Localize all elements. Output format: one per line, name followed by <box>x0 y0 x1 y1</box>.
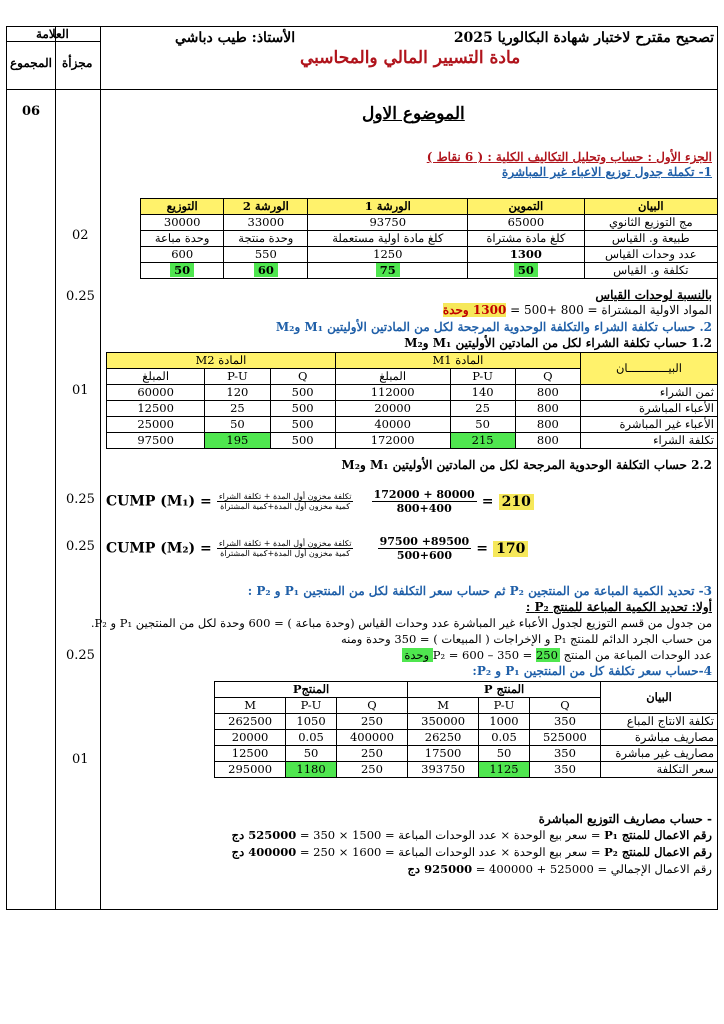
table-header-cell: Q <box>529 698 600 714</box>
table-header-cell: P-U <box>450 369 515 385</box>
table-cell: 500 <box>270 401 335 417</box>
table-cell: 50 <box>205 417 270 433</box>
table-cell: 65000 <box>468 215 584 231</box>
grade-label: العلامة <box>36 27 69 41</box>
table-cell: 50 <box>479 746 530 762</box>
q3-first: أولا: تحديد الكمية المباعة للمنتج P₂ : <box>525 600 712 614</box>
table-cell: 75 <box>376 263 400 277</box>
partial-mark: 02 <box>72 228 89 243</box>
table-cell: 97500 <box>107 433 205 449</box>
fraction-numerator: تكلفة مخزون أول المدة + تكلفة الشراء <box>218 539 352 548</box>
table-cell: 1000 <box>479 714 530 730</box>
partial-mark: 0.25 <box>66 289 95 304</box>
table-cell: مصاريف مباشرة <box>601 730 718 746</box>
table-cell: 350 <box>529 762 600 778</box>
table-cell: 50 <box>170 263 194 277</box>
table-cell: 600 <box>141 247 224 263</box>
table-cell: 50 <box>450 417 515 433</box>
turnover-l2-result: 400000 دج <box>231 845 297 859</box>
table-cell: 20000 <box>215 730 286 746</box>
table-cell: 140 <box>450 385 515 401</box>
turnover-l3-text: رقم الاعمال الإجمالي = 525000 + 400000 = <box>472 862 712 876</box>
table-header-cell: التوزيع <box>141 199 224 215</box>
fraction-numerator: 97500 +89500 <box>379 535 470 548</box>
table-cell: عدد وحدات القياس <box>584 247 717 263</box>
cump1-numeric-fraction <box>372 488 477 515</box>
table-cell: سعر التكلفة <box>601 762 718 778</box>
table-cell: 350 <box>529 746 600 762</box>
table-cell: 1300 <box>468 247 584 263</box>
table-header-cell: المبلغ <box>107 369 205 385</box>
q22-title: 2.2 حساب التكلفة الوحدوية المرجحة لكل من المادتين الأوليتين M₁ وM₂ <box>341 458 712 472</box>
q3-result: 250 وحدة <box>404 648 558 662</box>
turnover-l1-result: 525000 دج <box>231 828 297 842</box>
table-cell: 295000 <box>215 762 286 778</box>
table-cell: 33000 <box>224 215 308 231</box>
cump2-general-fraction <box>217 539 354 558</box>
table-cell: مج التوزيع الثانوي <box>584 215 717 231</box>
table-header-cell: Q <box>336 698 407 714</box>
table-cell: 350 <box>529 714 600 730</box>
cump2-result: 170 <box>493 541 528 557</box>
fraction-denominator: 800+400 <box>396 502 452 515</box>
table-cell: 60000 <box>107 385 205 401</box>
table-cell: 250 <box>336 714 407 730</box>
table-row <box>141 231 718 247</box>
table-header-cell: البيان <box>584 199 717 215</box>
table-cell: 393750 <box>408 762 479 778</box>
table-row <box>215 714 718 730</box>
fraction-denominator: 500+600 <box>396 549 452 562</box>
table-cell: 1125 <box>479 762 530 778</box>
table-cell: 112000 <box>335 385 450 401</box>
table-row <box>215 762 718 778</box>
column-divider <box>55 27 56 909</box>
table-cell: 500 <box>270 385 335 401</box>
partial-label: مجزأة <box>62 56 93 70</box>
table-cell: 26250 <box>408 730 479 746</box>
table-cell: كلغ مادة اولية مستعملة <box>308 231 468 247</box>
partial-mark: 01 <box>72 383 89 398</box>
table-cell: 17500 <box>408 746 479 762</box>
table-cell: 250 <box>336 762 407 778</box>
table-row <box>107 385 718 401</box>
table-cell: 500 <box>270 417 335 433</box>
partial-mark: 0.25 <box>66 648 95 663</box>
table-cell: 25 <box>205 401 270 417</box>
table-cell: 12500 <box>215 746 286 762</box>
table-cell: 20000 <box>335 401 450 417</box>
table-cell: 40000 <box>335 417 450 433</box>
subject-title: مادة التسيير المالي والمحاسبي <box>300 48 521 68</box>
total-label: المجموع <box>10 56 52 70</box>
table-cell: 120 <box>205 385 270 401</box>
q3-line3-wrap <box>402 648 712 662</box>
table-cell: طبيعة و. القياس <box>584 231 717 247</box>
turnover-l3-result: 925000 دج <box>407 862 473 876</box>
exam-title: تصحيح مقترح لاختبار شهادة البكالوريا 2025 <box>453 30 714 46</box>
cump2-formula: CUMP (M₂) = $\frac{\text{تكلفة مخزون أول المدة + تكلفة الشراء}}{\text{كمية مخزون أول المدة+كمية المشتراة}}$ $\frac{97500 +89500}{500+600}$ = 170 <box>106 535 528 562</box>
table-cell: تكلفة الشراء <box>581 433 718 449</box>
turnover-title: - حساب مصاريف التوزيع المباشرة <box>538 812 712 826</box>
table-cell: 93750 <box>308 215 468 231</box>
table-header-cell: Q <box>270 369 335 385</box>
topic-title: الموضوع الاول <box>362 104 465 124</box>
units-line <box>443 303 712 317</box>
table-cell: 1180 <box>286 762 337 778</box>
q3-line1: من جدول من قسم التوزيع لجدول الأعباء غير المباشرة عدد وحدات القياس (وحدة مباعة ) = 600 وحدة لكل من المنتجين P₁ و P₂. <box>90 616 712 630</box>
partial-mark: 01 <box>72 752 89 767</box>
table-cell: الأعباء المباشرة <box>581 401 718 417</box>
table-header-cell: P-U <box>205 369 270 385</box>
table-header-cell: P-U <box>479 698 530 714</box>
cump2-numeric-fraction <box>378 535 472 562</box>
purchase-cost-table <box>106 352 718 449</box>
header-divider <box>7 89 717 90</box>
column-divider <box>100 27 101 909</box>
table-cell: 25000 <box>107 417 205 433</box>
partial-mark: 0.25 <box>66 539 95 554</box>
q3-line2: من حساب الجرد الدائم للمنتج P₁ و الإخراجات ( المبيعات ) = 350 وحدة ومنه <box>340 632 712 646</box>
table-cell: الأعباء غير المباشرة <box>581 417 718 433</box>
table-header-cell: Q <box>515 369 580 385</box>
table-cell: كلغ مادة مشتراة <box>468 231 584 247</box>
units-text: المواد الاولية المشتراة = 800 +500 = <box>510 303 712 317</box>
table-cell: 50 <box>286 746 337 762</box>
table-cell: 1050 <box>286 714 337 730</box>
cump1-result: 210 <box>499 494 534 510</box>
partial-mark: 0.25 <box>66 492 95 507</box>
turnover-l1-text: = سعر بيع الوحدة × عدد الوحدات المباعة = 1500 × 350 = <box>296 828 605 842</box>
table-cell: مصاريف غير مباشرة <box>601 746 718 762</box>
units-title: بالنسبة لوحدات القياس <box>595 288 712 302</box>
cump1-formula: CUMP (M₁) = $\frac{\text{تكلفة مخزون أول المدة + تكلفة الشراء}}{\text{كمية مخزون أول المدة+كمية المشتراة}}$ $\frac{172000 + 80000}{800+400}$ = 210 <box>106 488 534 515</box>
table-row <box>107 401 718 417</box>
table-header-cell: M <box>215 698 286 714</box>
table-header-cell: المبلغ <box>335 369 450 385</box>
q1-title: 1- تكملة جدول توزيع الاعباء غير المباشرة <box>502 165 712 179</box>
turnover-line1 <box>232 828 712 842</box>
table-cell: 800 <box>515 417 580 433</box>
table-cell: 172000 <box>335 433 450 449</box>
table-cell: تكلفة الانتاج المباع <box>601 714 718 730</box>
table-cell: 800 <box>515 401 580 417</box>
table-row <box>215 730 718 746</box>
table-cell: 500 <box>270 433 335 449</box>
turnover-l2-text: = سعر بيع الوحدة × عدد الوحدات المباعة = 1600 × 250 = <box>296 845 605 859</box>
table-cell: 350000 <box>408 714 479 730</box>
table-cell: 30000 <box>141 215 224 231</box>
turnover-line2 <box>232 845 712 859</box>
table-cell: 60 <box>254 263 278 277</box>
table-cell: 0.05 <box>479 730 530 746</box>
table-cell: وحدة منتجة <box>224 231 308 247</box>
cump2-label: CUMP (M₂) = <box>106 540 212 557</box>
units-result: 1300 وحدة <box>442 303 507 317</box>
table-cell: وحدة مباعة <box>141 231 224 247</box>
fraction-numerator: 172000 + 80000 <box>373 488 475 501</box>
table-header-cell: P-U <box>286 698 337 714</box>
table-cell: 25 <box>450 401 515 417</box>
table-cell: 400000 <box>336 730 407 746</box>
fraction-denominator: كمية مخزون أول المدة+كمية المشتراة <box>220 502 351 511</box>
table-row <box>107 417 718 433</box>
turnover-l1-label: رقم الاعمال للمنتج P₁ <box>604 828 712 842</box>
q4-title: 4-حساب سعر تكلفة كل من المنتجين P₁ و P₂: <box>472 664 712 678</box>
table-cell: 525000 <box>529 730 600 746</box>
table-header-cell: الورشة 1 <box>308 199 468 215</box>
q3-line3: عدد الوحدات المباعة من المنتج P₂ = 600 – 350 = <box>432 648 712 662</box>
table-cell: 195 <box>205 433 270 449</box>
table-cell: 800 <box>515 433 580 449</box>
table-header-cell: المنتج P <box>408 682 601 698</box>
table-row <box>107 433 718 449</box>
turnover-line3 <box>408 862 713 876</box>
table-cell: 12500 <box>107 401 205 417</box>
table-row <box>141 247 718 263</box>
table-cell: 800 <box>515 385 580 401</box>
row-divider <box>7 41 100 42</box>
cost-price-table <box>214 681 718 778</box>
turnover-l2-label: رقم الاعمال للمنتج P₂ <box>604 845 712 859</box>
q3-title: 3- تحديد الكمية المباعة من المنتجين P₂ ثم حساب سعر التكلفة لكل من المنتجين P₁ و P₂ : <box>247 584 712 598</box>
table-cell: 262500 <box>215 714 286 730</box>
table-row <box>215 746 718 762</box>
cump1-label: CUMP (M₁) = <box>106 493 212 510</box>
part1-title: الجزء الأول : حساب وتحليل التكاليف الكلية : ( 6 نقاط ) <box>426 150 712 164</box>
table-cell: 550 <box>224 247 308 263</box>
cump1-general-fraction <box>217 492 354 511</box>
table-cell: 1250 <box>308 247 468 263</box>
table-header-cell: الورشة 2 <box>224 199 308 215</box>
q2-title: 2. حساب تكلفة الشراء والتكلفة الوحدوية المرجحة لكل من المادتين الأوليتين M₁ وM₂ <box>275 320 712 334</box>
table-header-cell: البيــــــــــــان <box>581 353 718 385</box>
table-row <box>141 215 718 231</box>
table-header-cell: المنتجP <box>215 682 408 698</box>
fraction-numerator: تكلفة مخزون أول المدة + تكلفة الشراء <box>218 492 352 501</box>
distribution-table <box>140 198 718 279</box>
table-cell: ثمن الشراء <box>581 385 718 401</box>
table-header-cell: المادة M1 <box>335 353 580 369</box>
table-header-cell: البيان <box>601 682 718 714</box>
table-cell: تكلفة و. القياس <box>584 263 717 279</box>
table-cell: 50 <box>514 263 538 277</box>
total-mark: 06 <box>22 104 41 119</box>
teacher-name: الأستاذ: طيب دباشي <box>175 30 296 46</box>
table-header-cell: M <box>408 698 479 714</box>
table-cell: 0.05 <box>286 730 337 746</box>
table-cell: 250 <box>336 746 407 762</box>
fraction-denominator: كمية مخزون أول المدة+كمية المشتراة <box>220 549 351 558</box>
table-header-cell: التموين <box>468 199 584 215</box>
table-row <box>141 263 718 279</box>
table-cell: 215 <box>450 433 515 449</box>
q21-title: 1.2 حساب تكلفة الشراء لكل من المادتين الأوليتين M₁ وM₂ <box>404 336 712 350</box>
table-header-cell: المادة M2 <box>107 353 336 369</box>
